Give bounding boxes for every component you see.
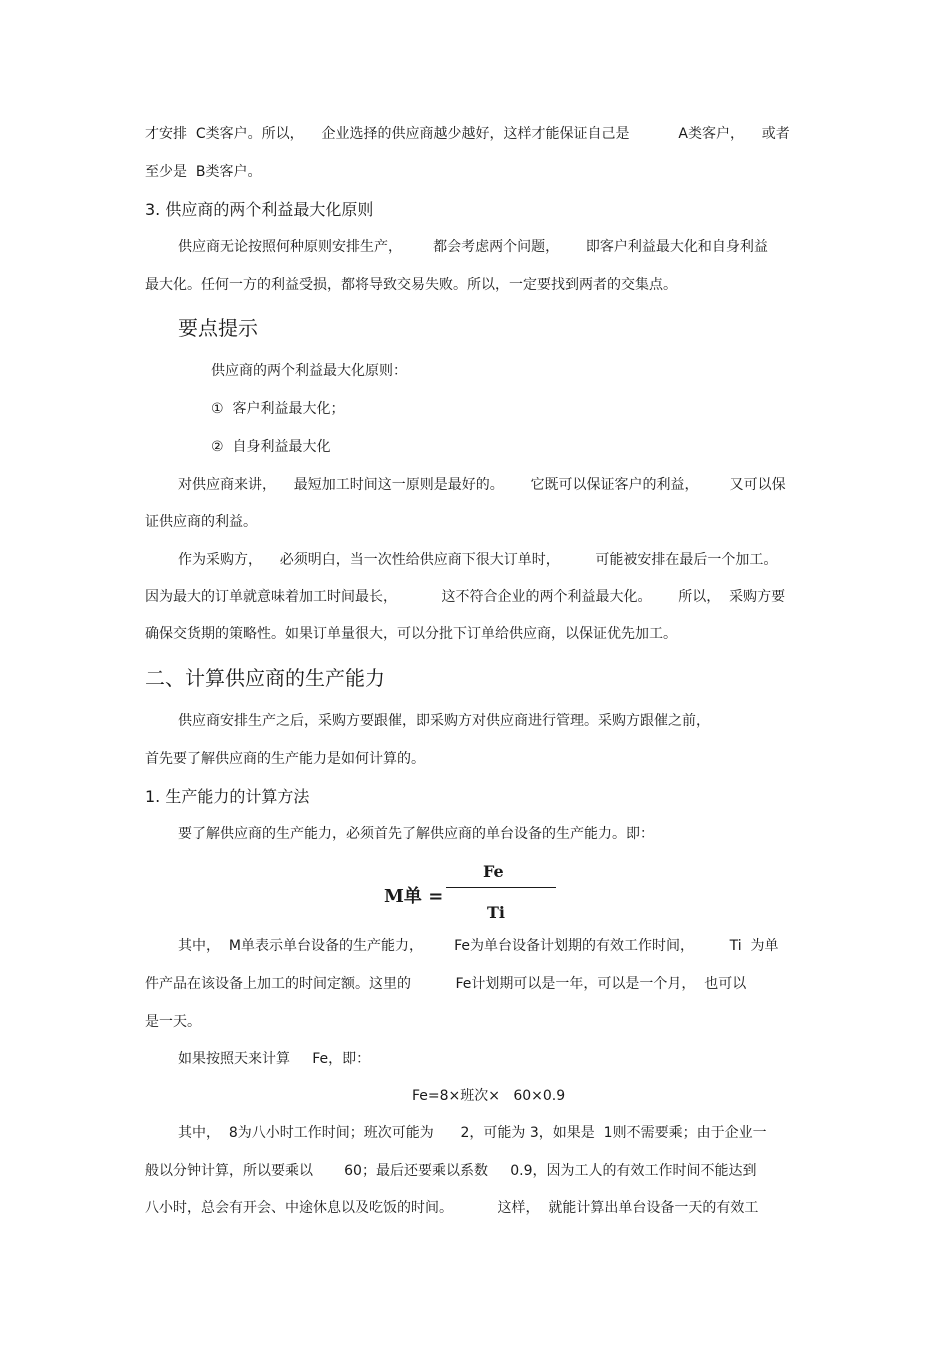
tips-intro: 供应商的两个利益最大化原则：: [211, 363, 407, 379]
paragraph-line: 最大化。任何一方的利益受损，都将导致交易失败。所以，一定要找到两者的交集点。: [145, 277, 677, 293]
paragraph-line: 对供应商来讲， 最短加工时间这一原则是最好的。 它既可以保证客户的利益， 又可以保: [178, 477, 786, 493]
paragraph-line: 其中， M单表示单台设备的生产能力， Fe为单台设备计划期的有效工作时间， Ti 为单: [178, 938, 779, 954]
effective-time-formula: Fe=8×班次× 60×0.9: [412, 1088, 566, 1104]
formula-lhs: M单 =: [384, 886, 444, 907]
tips-title: 要点提示: [178, 316, 258, 340]
tip-item: ① 客户利益最大化；: [211, 401, 345, 417]
paragraph-line: 证供应商的利益。: [145, 514, 257, 530]
paragraph-line: 件产品在该设备上加工的时间定额。这里的 Fe计划期可以是一年，可以是一个月， 也可以: [145, 976, 747, 992]
paragraph-line: 供应商安排生产之后，采购方要跟催，即采购方对供应商进行管理。采购方跟催之前，: [178, 713, 710, 729]
paragraph-line: 确保交货期的策略性。如果订单量很大，可以分批下订单给供应商，以保证优先加工。: [145, 626, 677, 642]
paragraph-line: 因为最大的订单就意味着加工时间最长， 这不符合企业的两个利益最大化。 所以， 采购方要: [145, 589, 786, 605]
formula-numerator: Fe: [483, 862, 504, 881]
paragraph-line: 供应商无论按照何种原则安排生产， 都会考虑两个问题， 即客户利益最大化和自身利益: [178, 239, 768, 255]
paragraph-line: 作为采购方， 必须明白，当一次性给供应商下很大订单时， 可能被安排在最后一个加工。: [178, 552, 778, 568]
paragraph-line: 才安排 C类客户。所以， 企业选择的供应商越少越好，这样才能保证自己是 A类客户， 或者: [145, 126, 790, 142]
paragraph-line: 要了解供应商的生产能力，必须首先了解供应商的单台设备的生产能力。即：: [178, 826, 654, 842]
paragraph-line: 八小时，总会有开会、中途休息以及吃饭的时间。 这样， 就能计算出单台设备一天的有效工: [145, 1200, 759, 1216]
paragraph-line: 是一天。: [145, 1014, 201, 1030]
chapter-heading: 二、计算供应商的生产能力: [145, 666, 385, 690]
section-heading: 3. 供应商的两个利益最大化原则: [145, 200, 374, 219]
paragraph-line: 如果按照天来计算 Fe，即：: [178, 1051, 371, 1067]
paragraph-line: 首先要了解供应商的生产能力是如何计算的。: [145, 751, 425, 767]
tip-item: ② 自身利益最大化: [211, 439, 331, 455]
section-heading: 1. 生产能力的计算方法: [145, 787, 310, 806]
paragraph-line: 至少是 B类客户。: [145, 164, 262, 180]
capacity-formula: [384, 858, 564, 924]
paragraph-line: 般以分钟计算，所以要乘以 60；最后还要乘以系数 0.9，因为工人的有效工作时间不能达到: [145, 1163, 757, 1179]
fraction-bar: [446, 887, 556, 888]
paragraph-line: 其中， 8为八小时工作时间；班次可能为 2，可能为 3，如果是 1则不需要乘；由于企业一: [178, 1125, 767, 1141]
formula-denominator: Ti: [487, 903, 505, 922]
